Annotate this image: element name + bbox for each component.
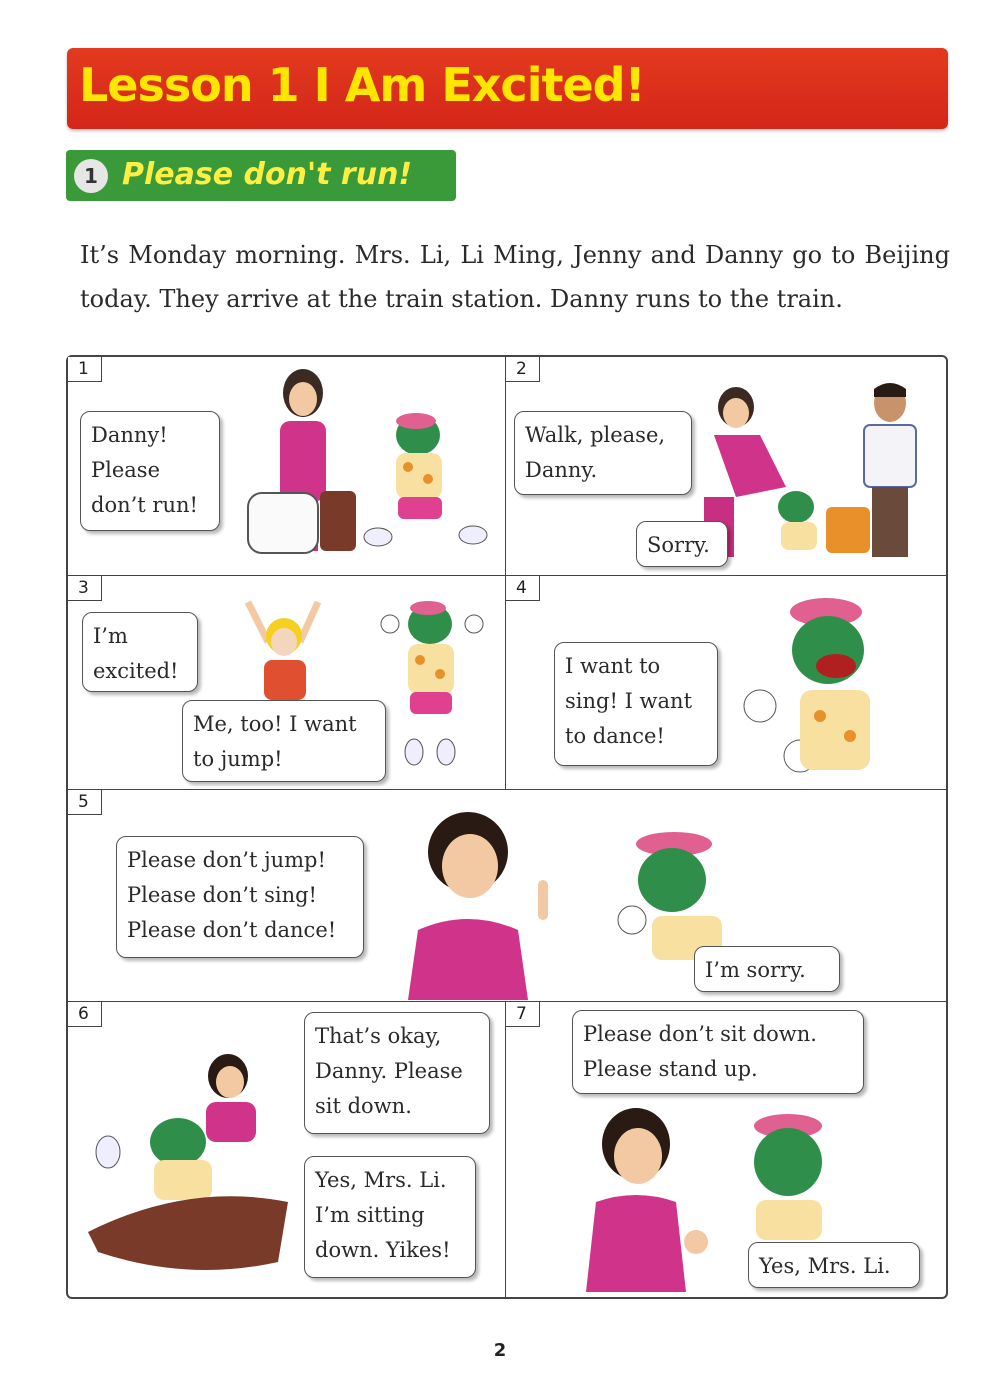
section-number: 1: [74, 159, 108, 193]
speech-bubble: Please don’t sit down. Please stand up.: [572, 1010, 864, 1094]
speech-bubble: Please don’t jump! Please don’t sing! Please don’t dance!: [116, 836, 364, 958]
lesson-title: Lesson 1 I Am Excited!: [79, 58, 645, 112]
section-tag: [66, 150, 456, 201]
danny-running-illustration: [358, 407, 498, 557]
danny-standing-illustration: [736, 1110, 846, 1240]
speech-bubble: Yes, Mrs. Li. I’m sitting down. Yikes!: [304, 1156, 476, 1278]
panel-number: 4: [506, 576, 540, 601]
panel-number: 6: [68, 1002, 102, 1027]
speech-bubble: Yes, Mrs. Li.: [748, 1242, 920, 1288]
panel-number: 7: [506, 1002, 540, 1027]
danny-sorry-illustration: [598, 820, 728, 960]
mrs-li-gesturing-illustration: [576, 1102, 716, 1292]
intro-paragraph: It’s Monday morning. Mrs. Li, Li Ming, Jenny and Danny go to Beijing today. They arrive at the train station. Danny runs to the train.: [80, 241, 950, 313]
li-ming-with-luggage-illustration: [826, 377, 946, 572]
speech-bubble: That’s okay, Danny. Please sit down.: [304, 1012, 490, 1134]
panel-5: [68, 790, 946, 1002]
danny-singing-illustration: [740, 586, 920, 786]
panel-4: [506, 576, 946, 790]
panel-number: 5: [68, 790, 102, 815]
panel-7: [506, 1002, 946, 1297]
danny-waving-hands-illustration: [378, 594, 488, 774]
panel-3: [68, 576, 506, 790]
mrs-li-with-suitcase-illustration: [238, 365, 368, 565]
panel-1: [68, 357, 506, 576]
panel-number: 1: [68, 357, 102, 382]
danny-falling-on-suitcase-illustration: [88, 1032, 308, 1292]
speech-bubble: I’m sorry.: [694, 946, 840, 992]
lesson-banner: [67, 48, 948, 129]
section-title: Please don't run!: [122, 157, 413, 192]
speech-bubble: I want to sing! I want to dance!: [554, 642, 718, 766]
panel-2: [506, 357, 946, 576]
speech-bubble: Sorry.: [636, 521, 728, 567]
comic-strip: [66, 355, 948, 1299]
panel-6: [68, 1002, 506, 1297]
panel-number: 2: [506, 357, 540, 382]
speech-bubble: I’m excited!: [82, 612, 198, 692]
jenny-excited-illustration: [228, 592, 338, 702]
speech-bubble: Danny! Please don’t run!: [80, 411, 220, 531]
page-number: 2: [493, 1340, 507, 1361]
speech-bubble: Walk, please, Danny.: [514, 411, 692, 495]
speech-bubble: Me, too! I want to jump!: [182, 700, 386, 782]
mrs-li-scolding-illustration: [398, 800, 568, 1000]
panel-number: 3: [68, 576, 102, 601]
